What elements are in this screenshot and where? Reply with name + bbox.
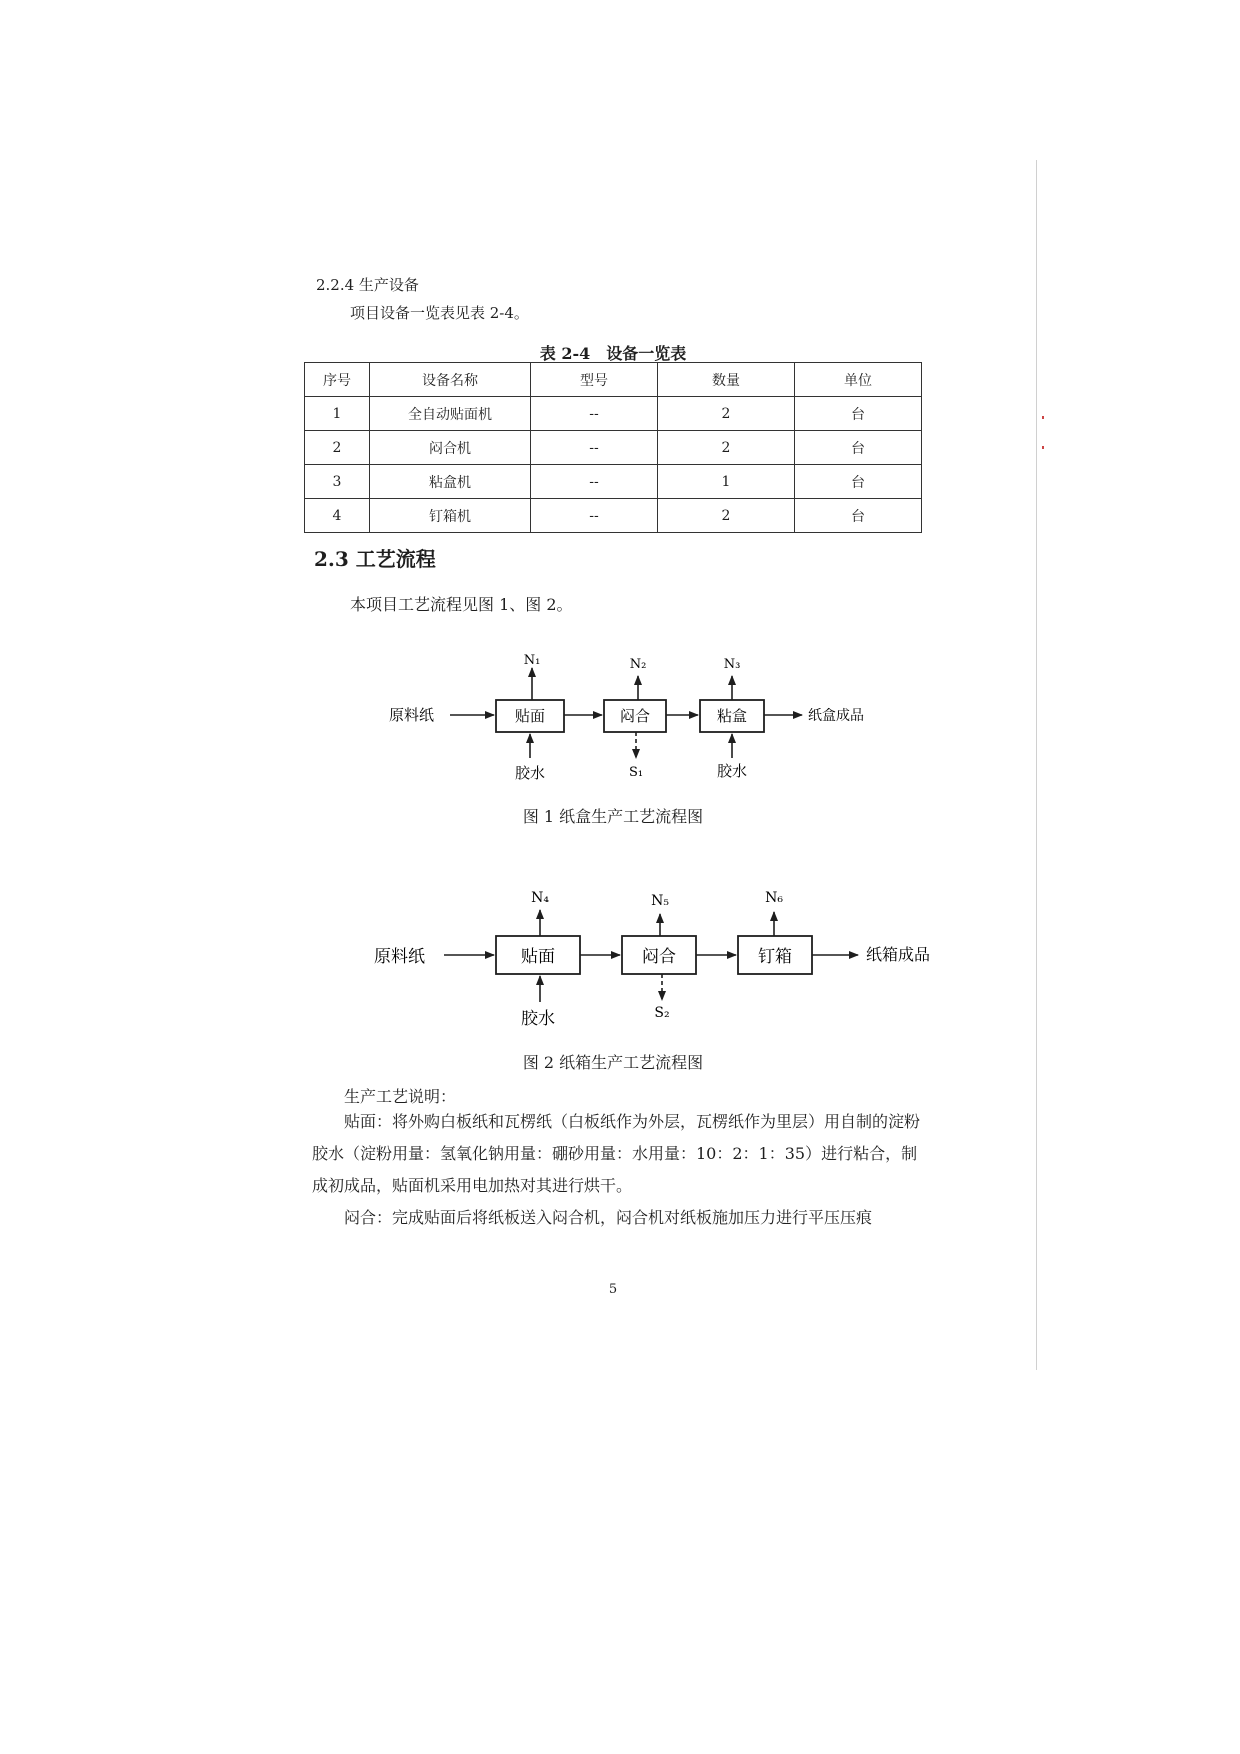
- section-heading-23: 2.3 工艺流程: [314, 547, 436, 571]
- table-cell: --: [531, 499, 658, 533]
- header-cell: 单位: [795, 363, 922, 397]
- fig2-emission-2: N₅: [651, 893, 669, 909]
- table-cell: 4: [305, 499, 370, 533]
- process-description-title: 生产工艺说明：: [344, 1087, 457, 1106]
- process-paragraph-2: 闷合：完成贴面后将纸板送入闷合机，闷合机对纸板施加压力进行平压压痕: [344, 1208, 873, 1227]
- fig2-step-1: 贴面: [521, 947, 555, 967]
- fig1-emission-3: N₃: [723, 657, 741, 672]
- header-cell: 数量: [658, 363, 795, 397]
- table-cell: 3: [305, 465, 370, 499]
- table-caption: 表 2-4 设备一览表: [539, 344, 687, 363]
- fig2-glue: 胶水: [521, 1009, 555, 1029]
- header-cell: 型号: [531, 363, 658, 397]
- fig1-glue-2: 胶水: [716, 762, 748, 780]
- table-cell: 2: [305, 431, 370, 465]
- table-cell: 台: [795, 431, 922, 465]
- fig1-step-3: 粘盒: [716, 707, 748, 725]
- table-cell: 闷合机: [370, 431, 531, 465]
- table-cell: 1: [658, 465, 795, 499]
- section-intro-224: 项目设备一览表见表 2-4。: [350, 304, 529, 322]
- table-cell: 2: [658, 499, 795, 533]
- fig1-emission-2: N₂: [629, 657, 647, 672]
- fig1-step-1: 贴面: [514, 707, 546, 725]
- figure-2-diagram: [374, 890, 930, 1029]
- fig1-step-2: 闷合: [619, 707, 651, 725]
- fig2-emission-1: N₄: [531, 890, 549, 906]
- fig1-output-label: 纸盒成品: [808, 708, 864, 724]
- fig1-input-label: 原料纸: [389, 706, 435, 724]
- process-paragraph-1: 贴面：将外购白板纸和瓦楞纸（白板纸作为外层，瓦楞纸作为里层）用自制的淀粉胶水（淀粉用量：氢氧化钠用量：硼砂用量：水用量：10：2：1：35）进行粘合，制成初成品，贴面机采用电加热对其进行烘干。: [312, 1112, 921, 1195]
- section-heading-224: 2.2.4 生产设备: [316, 276, 419, 294]
- figure-2-caption: 图 2 纸箱生产工艺流程图: [522, 1053, 704, 1072]
- table-cell: --: [531, 431, 658, 465]
- fig2-input-label: 原料纸: [374, 947, 425, 967]
- figure-1-diagram: [389, 653, 864, 782]
- fig2-waste: S₂: [654, 1005, 670, 1021]
- header-cell: 序号: [305, 363, 370, 397]
- figure-1-caption: 图 1 纸盒生产工艺流程图: [522, 807, 704, 826]
- section-intro-23: 本项目工艺流程见图 1、图 2。: [350, 595, 573, 614]
- table-cell: 2: [658, 431, 795, 465]
- fig2-step-3: 钉箱: [758, 947, 792, 967]
- table-cell: 1: [305, 397, 370, 431]
- table-cell: 2: [658, 397, 795, 431]
- table-cell: 台: [795, 499, 922, 533]
- table-cell: 台: [795, 465, 922, 499]
- fig2-emission-3: N₆: [765, 890, 783, 906]
- fig1-glue-1: 胶水: [514, 764, 546, 782]
- fig2-step-2: 闷合: [642, 947, 676, 967]
- table-cell: 全自动贴面机: [370, 397, 531, 431]
- table-cell: 粘盒机: [370, 465, 531, 499]
- table-cell: 钉箱机: [370, 499, 531, 533]
- page-number: 5: [608, 1282, 618, 1297]
- fig1-waste: S₁: [628, 765, 644, 780]
- table-cell: --: [531, 397, 658, 431]
- fig1-emission-1: N₁: [523, 653, 541, 668]
- table-cell: 台: [795, 397, 922, 431]
- header-cell: 设备名称: [370, 363, 531, 397]
- fig2-output-label: 纸箱成品: [866, 945, 931, 964]
- table-cell: --: [531, 465, 658, 499]
